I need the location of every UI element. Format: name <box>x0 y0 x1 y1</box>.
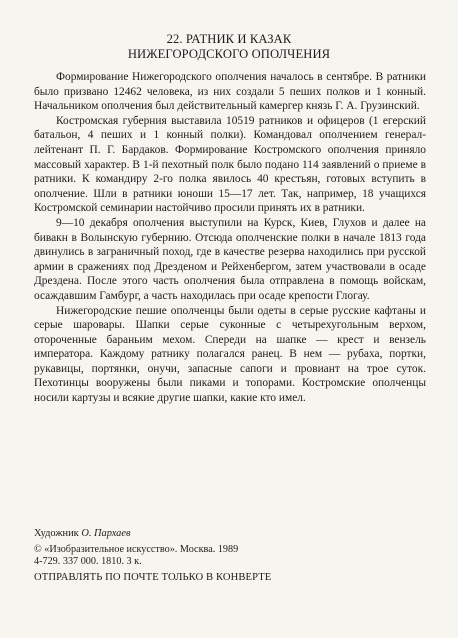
artist-name: О. Пархаев <box>81 528 131 539</box>
paragraph-1: Формирование Нижегородского ополчения началось в сентябре. В ратники было призвано 12462 человека, из них создали 5 пеших полков и 1 конный. Начальником ополчения был действительный камергер князь Г. А. Грузинский. <box>34 71 426 113</box>
title-line-1: 22. РАТНИК И КАЗАК <box>166 32 292 46</box>
artist-label: Художник <box>34 528 82 539</box>
paragraph-3: 9—10 декабря ополчения выступили на Курск, Киев, Глухов и далее на бивакн в Волынскую губернию. Отсюда ополченские полки в начале 1813 года двинулись в заграничный поход, где в качестве резерва находились при русской армии в сражениях под Дрезденом и Рейхенбергом, затем участвовали в осаде Дрездена. После этого часть ополчения была отправлена в помощь войскам, осаждавшим Гамбург, а часть находилась при осаде крепости Глогау. <box>34 216 426 302</box>
paragraph-4: Нижегородские пешие ополченцы были одеты в серые русские кафтаны и серые шаровары. Шапки серые суконные с четырехугольным верхом, отороченные бараньим мехом. Спереди на шапке — крест и вензель императора. Каждому ратнику полагался ранец. В нем — рубаха, портки, рукавицы, портянки, онучи, запасные сапоги и провиант на трое суток. Пехотинцы вооружены были пиками и топорами. Костромские ополченцы носили картузы и всякие другие шапки, какие кто имел. <box>34 304 426 405</box>
page-title <box>0 32 458 62</box>
paragraph-2: Костромская губерния выставила 10519 ратников и офицеров (1 егерский батальон, 4 пеших и 1 конный полки). Командовал ополчением генерал-лейтенант П. Г. Бардаков. Формирование Костромского ополчения приняло массовый характер. В 1-й пехотный полк было подано 114 заявлений о приеме в ратники. К командиру 2-го полка явилось 40 крестьян, готовых вступить в ополчение. Шли в ратники юноши 15—17 лет. Так, например, 18 учащихся Костромской семинарии настойчиво просили принять их в ратники. <box>34 114 426 215</box>
body-text <box>34 70 426 406</box>
credits <box>34 528 426 569</box>
title-line-2: НИЖЕГОРОДСКОГО ОПОЛЧЕНИЯ <box>127 47 331 61</box>
copyright-line: © «Изобразительное искусство». Москва. 1989 <box>34 543 239 555</box>
mailing-notice: ОТПРАВЛЯТЬ ПО ПОЧТЕ ТОЛЬКО В КОНВЕРТЕ <box>34 572 272 583</box>
publication-code: 4-729. 337 000. 1810. 3 к. <box>34 556 142 568</box>
artist-credit <box>34 528 426 541</box>
